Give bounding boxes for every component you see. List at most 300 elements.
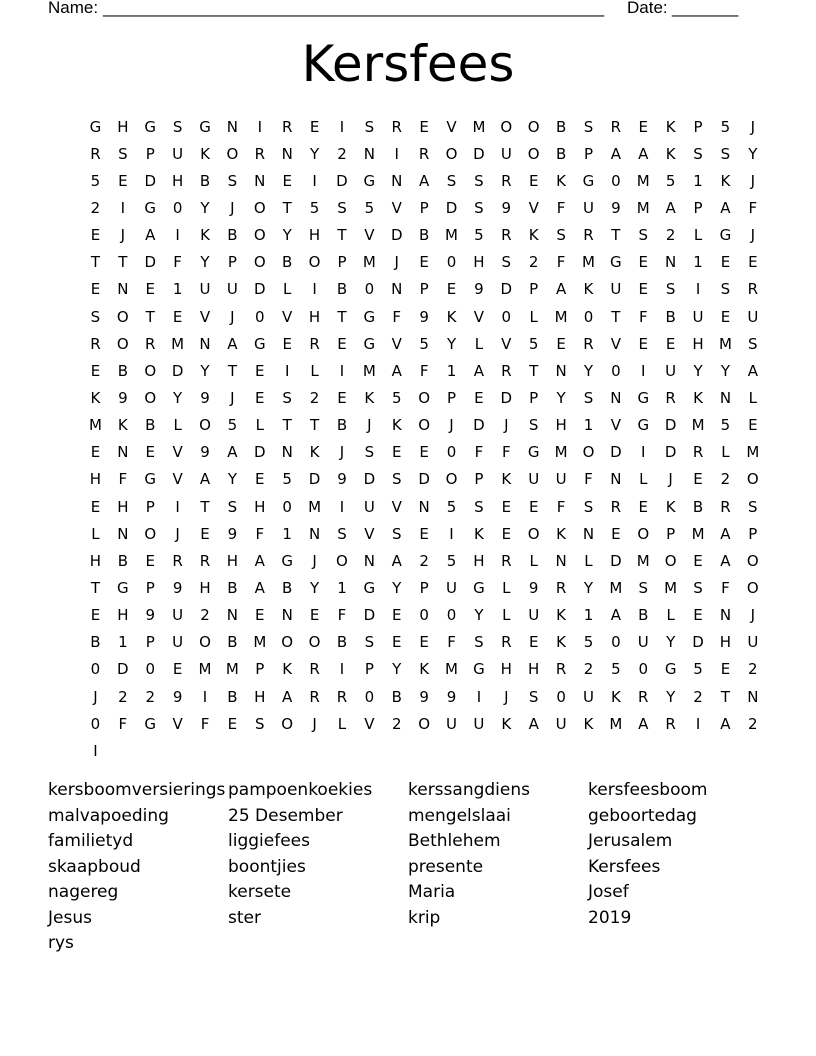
grid-letter[interactable]: K (446, 307, 457, 326)
grid-letter[interactable]: 9 (446, 687, 457, 706)
grid-letter[interactable]: E (282, 171, 293, 190)
grid-letter[interactable]: F (474, 443, 484, 462)
grid-letter[interactable]: M (198, 660, 212, 679)
grid-letter[interactable]: A (254, 551, 266, 570)
grid-letter[interactable]: F (721, 578, 731, 597)
grid-letter[interactable]: M (691, 416, 706, 435)
grid-letter[interactable]: H (254, 497, 266, 516)
grid-letter[interactable]: R (90, 334, 102, 353)
grid-letter[interactable]: R (501, 551, 513, 570)
grid-letter[interactable]: A (254, 578, 266, 597)
grid-letter[interactable]: L (666, 606, 676, 625)
grid-letter[interactable]: P (419, 280, 430, 299)
grid-letter[interactable]: J (750, 606, 756, 625)
grid-letter[interactable]: 2 (145, 687, 156, 706)
grid-letter[interactable]: V (172, 443, 184, 462)
grid-letter[interactable]: O (664, 551, 678, 570)
grid-letter[interactable]: Y (309, 144, 320, 163)
grid-letter[interactable]: H (171, 171, 184, 190)
grid-letter[interactable]: G (144, 714, 157, 733)
grid-letter[interactable]: G (144, 198, 157, 217)
grid-letter[interactable]: R (610, 117, 622, 136)
grid-letter[interactable]: P (145, 578, 156, 597)
grid-letter[interactable]: O (527, 524, 541, 543)
grid-letter[interactable]: 0 (611, 633, 622, 652)
grid-letter[interactable]: J (230, 198, 236, 217)
grid-letter[interactable]: U (747, 307, 759, 326)
grid-letter[interactable]: O (418, 714, 431, 733)
grid-letter[interactable]: P (145, 144, 156, 163)
grid-letter[interactable]: R (583, 334, 595, 353)
grid-letter[interactable]: E (145, 551, 156, 570)
grid-letter[interactable]: L (529, 307, 539, 326)
grid-letter[interactable]: P (145, 633, 156, 652)
grid-letter[interactable]: G (473, 578, 486, 597)
grid-letter[interactable]: A (282, 687, 293, 706)
grid-letter[interactable]: G (363, 171, 376, 190)
grid-letter[interactable]: F (584, 470, 594, 489)
grid-letter[interactable]: I (339, 660, 345, 679)
grid-letter[interactable]: 1 (337, 578, 348, 597)
grid-letter[interactable]: E (720, 253, 731, 272)
grid-letter[interactable]: N (117, 524, 129, 543)
grid-letter[interactable]: A (747, 361, 759, 380)
grid-letter[interactable]: N (226, 606, 239, 625)
grid-letter[interactable]: E (200, 524, 211, 543)
grid-letter[interactable]: V (364, 226, 375, 245)
grid-letter[interactable]: G (89, 117, 102, 136)
grid-letter[interactable]: D (610, 443, 623, 462)
grid-letter[interactable]: Y (227, 470, 238, 489)
grid-letter[interactable]: 5 (665, 171, 676, 190)
grid-letter[interactable]: E (638, 280, 649, 299)
grid-letter[interactable]: 2 (337, 144, 348, 163)
grid-letter[interactable]: B (555, 117, 567, 136)
grid-letter[interactable]: Y (693, 361, 704, 380)
grid-letter[interactable]: J (504, 687, 510, 706)
grid-letter[interactable]: E (282, 334, 293, 353)
grid-letter[interactable]: J (668, 470, 674, 489)
grid-letter[interactable]: I (339, 117, 345, 136)
grid-letter[interactable]: U (446, 714, 458, 733)
grid-letter[interactable]: H (89, 551, 102, 570)
grid-letter[interactable]: K (556, 171, 567, 190)
grid-letter[interactable]: M (636, 551, 651, 570)
grid-letter[interactable]: O (199, 416, 212, 435)
grid-letter[interactable]: L (310, 361, 320, 380)
grid-letter[interactable]: R (555, 578, 567, 597)
grid-letter[interactable]: D (144, 171, 157, 190)
grid-letter[interactable]: B (227, 633, 239, 652)
date-blank-line[interactable]: _______ (672, 0, 739, 17)
grid-letter[interactable]: O (746, 578, 760, 597)
grid-letter[interactable]: 2 (748, 714, 759, 733)
grid-letter[interactable]: U (665, 361, 677, 380)
grid-letter[interactable]: S (227, 171, 238, 190)
grid-letter[interactable]: L (91, 524, 101, 543)
grid-letter[interactable]: K (556, 524, 567, 543)
grid-letter[interactable]: V (364, 714, 375, 733)
grid-letter[interactable]: 9 (501, 198, 512, 217)
grid-letter[interactable]: B (638, 606, 649, 625)
grid-letter[interactable]: F (501, 443, 512, 462)
grid-letter[interactable]: S (501, 253, 512, 272)
grid-letter[interactable]: K (282, 660, 293, 679)
grid-letter[interactable]: D (171, 361, 184, 380)
grid-letter[interactable]: O (281, 714, 294, 733)
grid-letter[interactable]: 2 (90, 198, 101, 217)
grid-letter[interactable]: U (199, 280, 211, 299)
grid-letter[interactable]: E (638, 334, 649, 353)
grid-letter[interactable]: 9 (337, 470, 348, 489)
grid-letter[interactable]: E (309, 606, 320, 625)
grid-letter[interactable]: R (747, 280, 759, 299)
grid-letter[interactable]: 1 (172, 280, 183, 299)
grid-letter[interactable]: P (474, 470, 484, 489)
grid-letter[interactable]: T (611, 226, 621, 245)
grid-letter[interactable]: G (117, 578, 130, 597)
grid-letter[interactable]: 2 (118, 687, 129, 706)
grid-letter[interactable]: E (748, 253, 759, 272)
grid-letter[interactable]: 0 (611, 171, 622, 190)
grid-letter[interactable]: H (308, 226, 321, 245)
grid-letter[interactable]: 9 (419, 307, 430, 326)
grid-letter[interactable]: K (665, 144, 677, 163)
grid-letter[interactable]: E (337, 388, 348, 407)
grid-letter[interactable]: S (665, 280, 676, 299)
grid-letter[interactable]: T (282, 416, 293, 435)
grid-letter[interactable]: H (117, 117, 129, 136)
grid-letter[interactable]: B (282, 578, 293, 597)
grid-letter[interactable]: M (582, 253, 596, 272)
grid-letter[interactable]: U (582, 198, 595, 217)
grid-letter[interactable]: A (720, 198, 732, 217)
grid-letter[interactable]: T (611, 307, 621, 326)
grid-letter[interactable]: A (473, 361, 485, 380)
grid-letter[interactable]: S (583, 117, 594, 136)
grid-letter[interactable]: 9 (118, 388, 129, 407)
grid-letter[interactable]: D (664, 416, 677, 435)
grid-letter[interactable]: O (336, 551, 349, 570)
grid-letter[interactable]: D (254, 443, 267, 462)
grid-letter[interactable]: L (639, 470, 648, 489)
grid-letter[interactable]: F (392, 307, 402, 326)
grid-letter[interactable]: S (638, 578, 649, 597)
grid-letter[interactable]: O (527, 144, 541, 163)
grid-letter[interactable]: S (748, 497, 759, 516)
grid-letter[interactable]: D (500, 388, 513, 407)
grid-letter[interactable]: E (665, 334, 676, 353)
grid-letter[interactable]: D (144, 253, 157, 272)
grid-letter[interactable]: 1 (583, 606, 594, 625)
grid-letter[interactable]: N (363, 144, 376, 163)
grid-letter[interactable]: O (500, 117, 513, 136)
grid-letter[interactable]: H (719, 633, 732, 652)
grid-letter[interactable]: F (638, 307, 649, 326)
grid-letter[interactable]: P (227, 253, 238, 272)
grid-letter[interactable]: N (610, 388, 622, 407)
grid-letter[interactable]: S (227, 497, 238, 516)
grid-letter[interactable]: D (445, 198, 458, 217)
grid-letter[interactable]: Y (392, 660, 402, 679)
grid-letter[interactable]: S (720, 280, 731, 299)
grid-letter[interactable]: D (390, 226, 404, 245)
grid-letter[interactable]: V (172, 714, 184, 733)
grid-letter[interactable]: K (693, 388, 704, 407)
grid-letter[interactable]: 0 (501, 307, 512, 326)
grid-letter[interactable]: 9 (200, 388, 211, 407)
grid-letter[interactable]: E (227, 714, 238, 733)
grid-letter[interactable]: R (583, 226, 595, 245)
grid-letter[interactable]: Y (446, 334, 457, 353)
grid-letter[interactable]: J (93, 687, 99, 706)
grid-letter[interactable]: 9 (474, 280, 485, 299)
grid-letter[interactable]: G (144, 470, 157, 489)
grid-letter[interactable]: E (90, 497, 101, 516)
grid-letter[interactable]: B (199, 171, 211, 190)
grid-letter[interactable]: A (610, 144, 622, 163)
grid-letter[interactable]: R (501, 633, 513, 652)
grid-letter[interactable]: V (501, 334, 512, 353)
grid-letter[interactable]: Y (309, 578, 320, 597)
grid-letter[interactable]: 1 (583, 416, 594, 435)
grid-letter[interactable]: E (419, 524, 430, 543)
grid-letter[interactable]: K (90, 388, 101, 407)
grid-letter[interactable]: L (283, 280, 292, 299)
grid-letter[interactable]: L (748, 388, 758, 407)
grid-letter[interactable]: T (529, 361, 539, 380)
grid-letter[interactable]: I (394, 144, 400, 163)
grid-letter[interactable]: N (281, 606, 294, 625)
grid-letter[interactable]: O (527, 117, 541, 136)
grid-letter[interactable]: H (473, 551, 486, 570)
grid-letter[interactable]: P (693, 117, 704, 136)
grid-letter[interactable]: V (446, 117, 458, 136)
grid-letter[interactable]: O (281, 633, 294, 652)
grid-letter[interactable]: A (555, 280, 567, 299)
grid-letter[interactable]: O (253, 226, 267, 245)
grid-letter[interactable]: 5 (309, 198, 320, 217)
grid-letter[interactable]: H (226, 551, 239, 570)
grid-letter[interactable]: I (695, 280, 701, 299)
grid-letter[interactable]: V (391, 497, 403, 516)
grid-letter[interactable]: O (445, 144, 458, 163)
grid-letter[interactable]: S (282, 388, 293, 407)
grid-letter[interactable]: L (502, 578, 511, 597)
grid-letter[interactable]: N (719, 388, 732, 407)
grid-letter[interactable]: G (610, 253, 623, 272)
grid-letter[interactable]: 5 (611, 660, 622, 679)
grid-letter[interactable]: U (747, 633, 759, 652)
grid-letter[interactable]: J (230, 307, 236, 326)
grid-letter[interactable]: 2 (391, 714, 403, 733)
grid-letter[interactable]: O (582, 443, 595, 462)
grid-letter[interactable]: Y (200, 361, 211, 380)
grid-letter[interactable]: D (473, 144, 486, 163)
grid-letter[interactable]: E (419, 443, 430, 462)
grid-letter[interactable]: L (173, 416, 183, 435)
grid-letter[interactable]: R (418, 144, 430, 163)
grid-letter[interactable]: L (255, 416, 265, 435)
grid-letter[interactable]: J (175, 524, 181, 543)
grid-letter[interactable]: U (637, 633, 650, 652)
grid-letter[interactable]: E (693, 551, 704, 570)
grid-letter[interactable]: 2 (419, 551, 430, 570)
grid-letter[interactable]: B (117, 551, 129, 570)
grid-letter[interactable]: G (199, 117, 212, 136)
grid-letter[interactable]: J (339, 443, 345, 462)
grid-letter[interactable]: S (90, 307, 101, 326)
grid-letter[interactable]: I (120, 198, 126, 217)
grid-letter[interactable]: S (638, 226, 649, 245)
grid-letter[interactable]: A (391, 361, 403, 380)
grid-letter[interactable]: E (474, 388, 485, 407)
grid-letter[interactable]: B (227, 226, 239, 245)
grid-letter[interactable]: 5 (90, 171, 101, 190)
grid-letter[interactable]: Y (748, 144, 758, 163)
grid-letter[interactable]: J (750, 171, 756, 190)
grid-letter[interactable]: 5 (720, 117, 731, 136)
grid-letter[interactable]: R (309, 660, 321, 679)
grid-letter[interactable]: K (200, 226, 211, 245)
grid-letter[interactable]: 2 (309, 388, 320, 407)
grid-letter[interactable]: R (501, 361, 513, 380)
grid-letter[interactable]: E (255, 388, 266, 407)
grid-letter[interactable]: J (120, 226, 126, 245)
grid-letter[interactable]: B (227, 687, 239, 706)
grid-letter[interactable]: R (309, 334, 321, 353)
grid-letter[interactable]: N (747, 687, 759, 706)
grid-letter[interactable]: E (392, 606, 402, 625)
grid-letter[interactable]: I (641, 361, 646, 380)
grid-letter[interactable]: U (446, 578, 458, 597)
grid-letter[interactable]: N (391, 280, 403, 299)
grid-letter[interactable]: A (720, 551, 732, 570)
grid-letter[interactable]: R (145, 334, 156, 353)
grid-letter[interactable]: Y (200, 253, 211, 272)
grid-letter[interactable]: F (419, 361, 429, 380)
grid-letter[interactable]: O (746, 470, 760, 489)
grid-letter[interactable]: J (504, 416, 510, 435)
grid-letter[interactable]: E (501, 497, 512, 516)
grid-letter[interactable]: S (364, 443, 375, 462)
grid-letter[interactable]: O (445, 470, 458, 489)
grid-letter[interactable]: G (281, 551, 294, 570)
grid-letter[interactable]: 0 (364, 280, 375, 299)
grid-letter[interactable]: P (583, 144, 594, 163)
grid-letter[interactable]: D (363, 606, 376, 625)
grid-letter[interactable]: N (308, 524, 321, 543)
grid-letter[interactable]: E (337, 334, 348, 353)
grid-letter[interactable]: S (748, 334, 759, 353)
grid-letter[interactable]: 0 (255, 307, 266, 326)
grid-letter[interactable]: P (255, 660, 265, 679)
grid-letter[interactable]: Y (282, 226, 293, 245)
grid-letter[interactable]: D (473, 416, 486, 435)
name-blank-line[interactable]: _____________________________________________________ (103, 0, 605, 17)
grid-letter[interactable]: N (555, 361, 568, 380)
grid-letter[interactable]: K (720, 171, 731, 190)
grid-letter[interactable]: E (172, 307, 183, 326)
grid-letter[interactable]: E (309, 117, 320, 136)
grid-letter[interactable]: F (118, 470, 128, 489)
grid-letter[interactable]: B (665, 307, 677, 326)
grid-letter[interactable]: M (609, 714, 623, 733)
grid-letter[interactable]: E (90, 606, 101, 625)
grid-letter[interactable]: Y (173, 388, 183, 407)
grid-letter[interactable]: J (230, 388, 236, 407)
grid-letter[interactable]: M (308, 497, 322, 516)
grid-letter[interactable]: U (610, 280, 622, 299)
grid-letter[interactable]: F (118, 714, 128, 733)
grid-letter[interactable]: M (691, 524, 706, 543)
grid-letter[interactable]: N (117, 280, 129, 299)
grid-letter[interactable]: N (226, 117, 239, 136)
grid-letter[interactable]: M (746, 443, 760, 462)
grid-letter[interactable]: 0 (145, 660, 156, 679)
grid-letter[interactable]: 0 (638, 660, 649, 679)
grid-letter[interactable]: U (555, 714, 568, 733)
grid-letter[interactable]: G (253, 334, 267, 353)
grid-letter[interactable]: 1 (118, 633, 129, 652)
grid-letter[interactable]: 9 (227, 524, 238, 543)
grid-letter[interactable]: R (336, 687, 348, 706)
grid-letter[interactable]: P (337, 253, 347, 272)
grid-letter[interactable]: K (501, 470, 512, 489)
grid-letter[interactable]: F (556, 497, 566, 516)
grid-letter[interactable]: E (419, 253, 430, 272)
grid-letter[interactable]: T (720, 687, 731, 706)
grid-letter[interactable]: J (750, 226, 756, 245)
grid-letter[interactable]: R (610, 497, 622, 516)
grid-letter[interactable]: 2 (583, 660, 594, 679)
grid-letter[interactable]: I (257, 117, 263, 136)
grid-letter[interactable]: K (665, 117, 677, 136)
grid-letter[interactable]: E (611, 524, 622, 543)
grid-letter[interactable]: D (308, 470, 321, 489)
grid-letter[interactable]: 0 (90, 660, 101, 679)
grid-letter[interactable]: O (308, 253, 321, 272)
grid-letter[interactable]: O (253, 198, 267, 217)
grid-letter[interactable]: J (449, 416, 455, 435)
grid-letter[interactable]: U (172, 144, 184, 163)
grid-letter[interactable]: T (200, 497, 211, 516)
grid-letter[interactable]: B (90, 633, 102, 652)
grid-letter[interactable]: G (719, 226, 732, 245)
grid-letter[interactable]: G (473, 660, 486, 679)
grid-letter[interactable]: 9 (528, 578, 539, 597)
grid-letter[interactable]: U (692, 307, 705, 326)
grid-letter[interactable]: M (362, 361, 377, 380)
grid-letter[interactable]: K (309, 443, 320, 462)
grid-letter[interactable]: O (308, 633, 321, 652)
grid-letter[interactable]: E (172, 660, 183, 679)
grid-letter[interactable]: 5 (693, 660, 704, 679)
grid-letter[interactable]: R (692, 443, 704, 462)
grid-letter[interactable]: F (200, 714, 210, 733)
grid-letter[interactable]: A (720, 524, 732, 543)
grid-letter[interactable]: V (528, 198, 540, 217)
grid-letter[interactable]: D (336, 171, 349, 190)
grid-letter[interactable]: I (175, 497, 181, 516)
grid-letter[interactable]: M (445, 660, 459, 679)
grid-letter[interactable]: A (227, 443, 239, 462)
grid-letter[interactable]: S (255, 714, 266, 733)
grid-letter[interactable]: G (144, 117, 157, 136)
grid-letter[interactable]: B (336, 416, 348, 435)
grid-letter[interactable]: B (336, 280, 348, 299)
grid-letter[interactable]: 5 (446, 551, 457, 570)
